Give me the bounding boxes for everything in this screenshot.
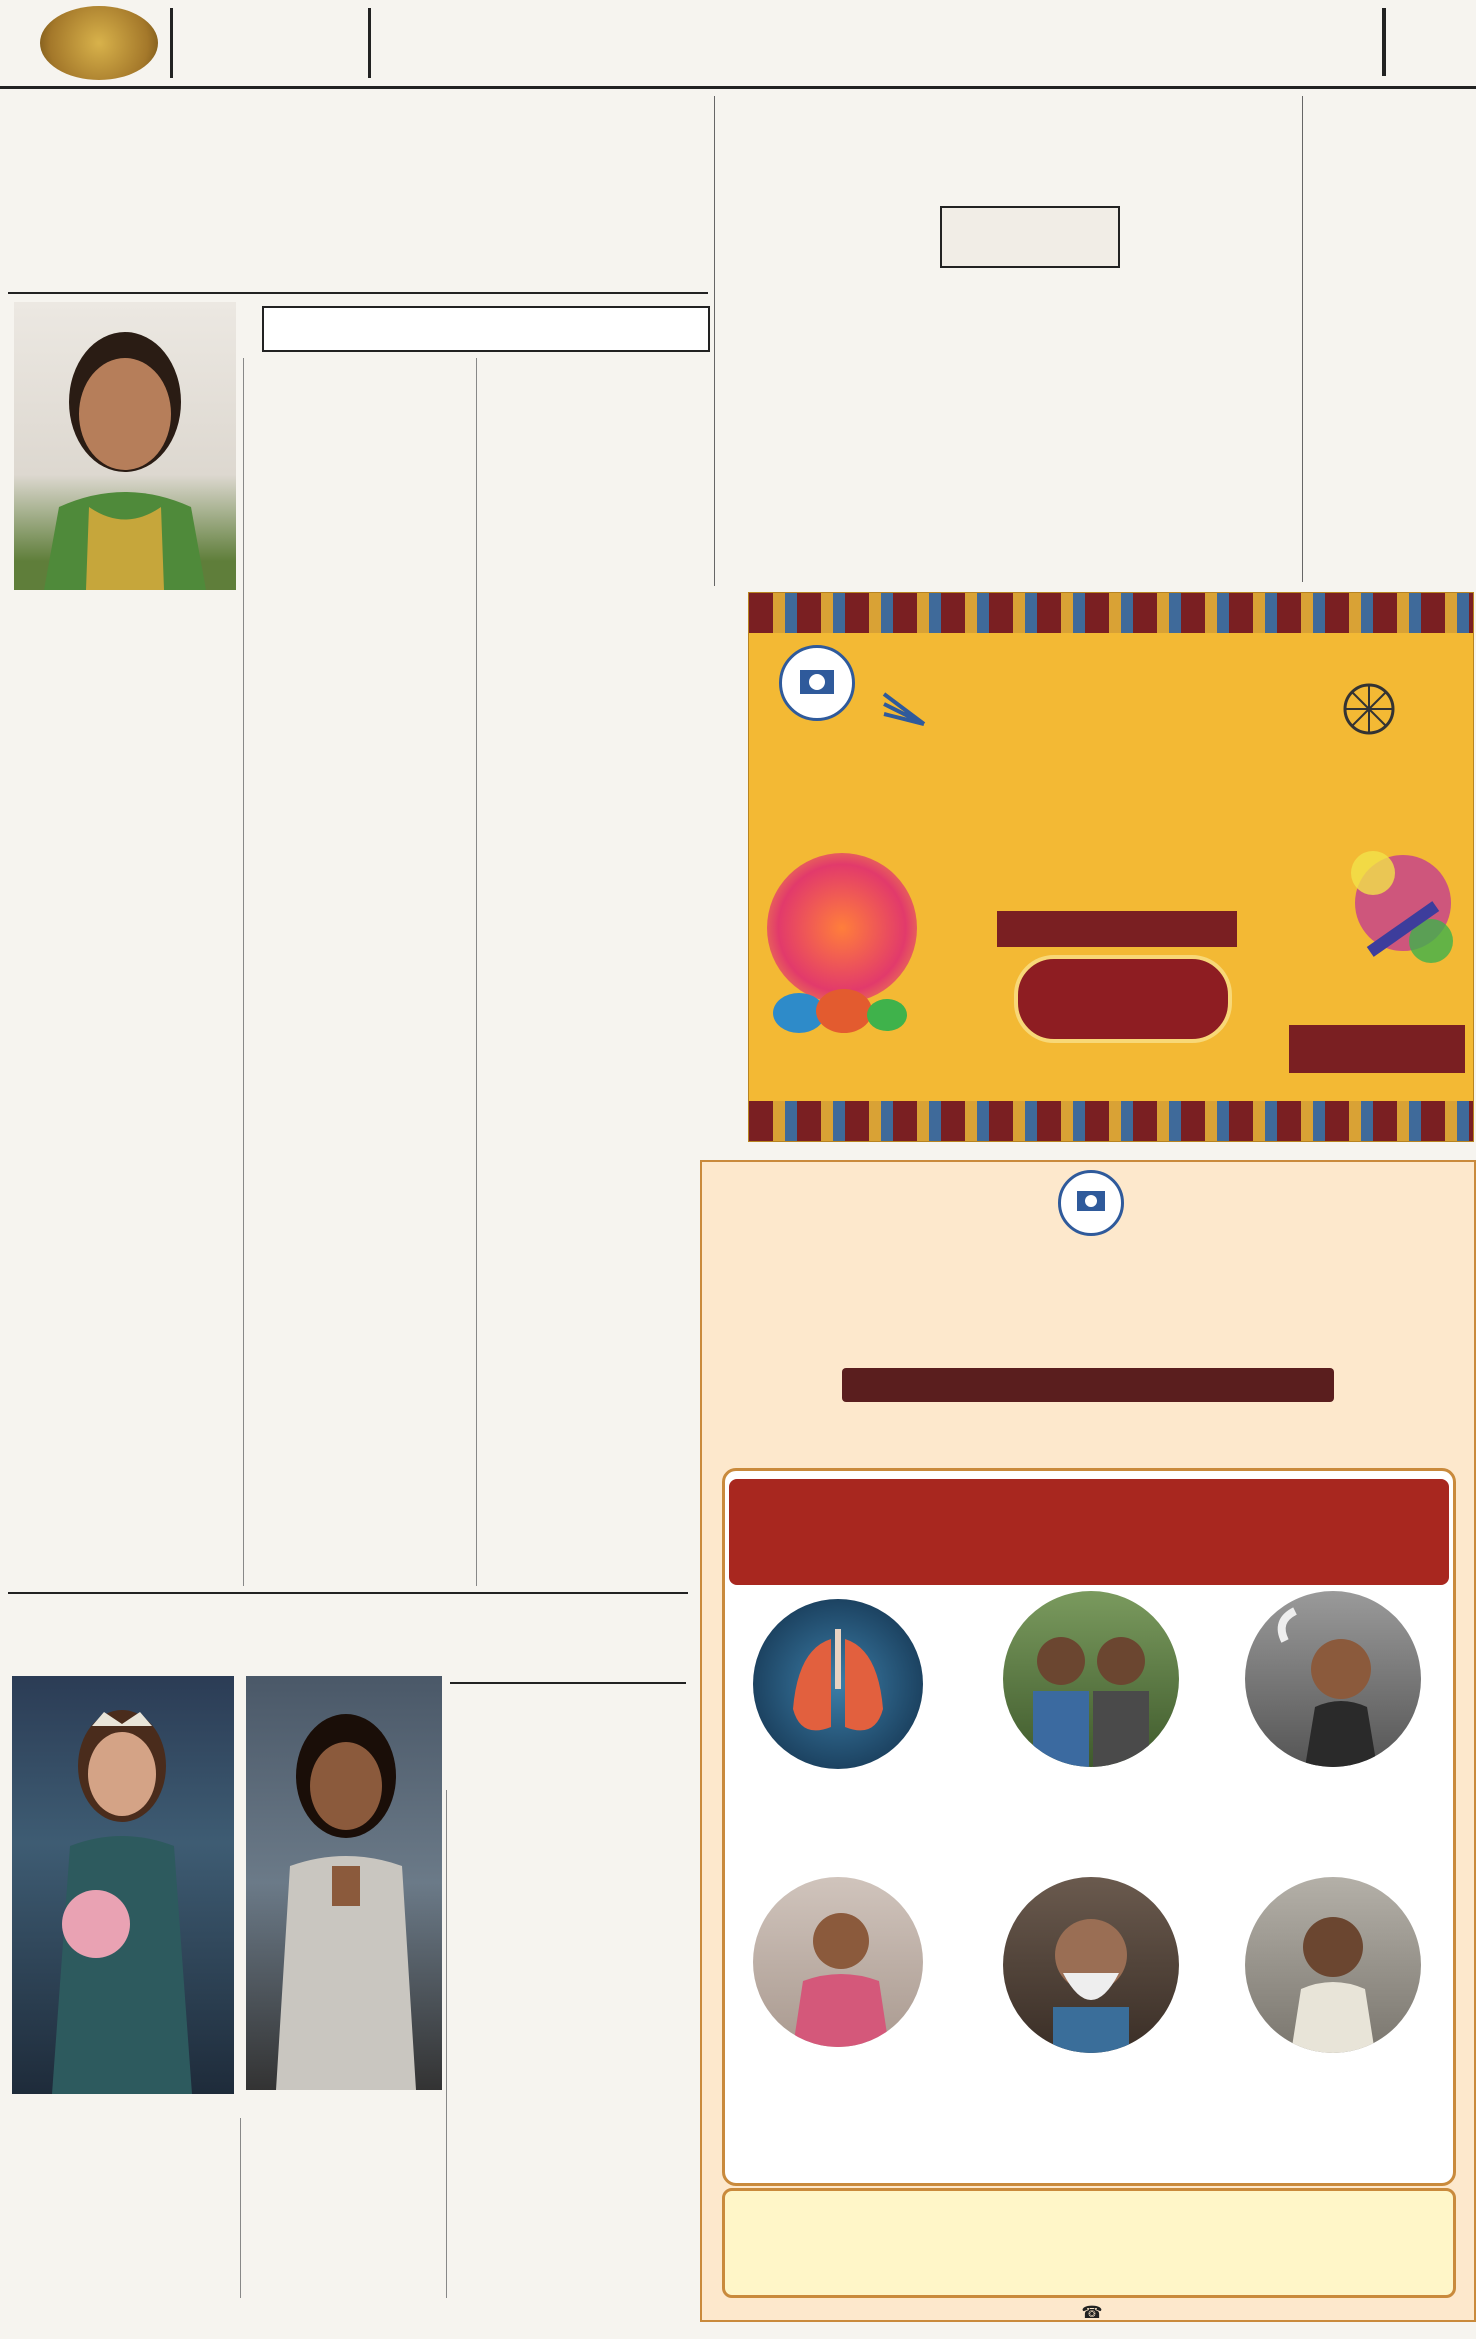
pageant-subhead <box>450 1676 686 1684</box>
pageant-right-text <box>452 1798 686 2298</box>
diabetes-photo <box>753 1877 923 2047</box>
lead-col1-intro <box>94 654 234 786</box>
phone-icon: ☎ <box>1081 2303 1103 2322</box>
adalat-right-divider <box>1302 96 1303 582</box>
crowned-winner-illustration <box>12 1676 234 2094</box>
pageant-photo-1 <box>12 1676 234 2094</box>
ad-border-bottom <box>749 1101 1473 1141</box>
col-divider-1 <box>243 358 244 1586</box>
pageant-photo-2 <box>246 1676 442 2090</box>
ad-border-top <box>749 593 1473 633</box>
masthead <box>0 0 1476 86</box>
boyanika-brand <box>889 649 1339 749</box>
spinning-wheel-icon <box>1339 679 1399 739</box>
tb-campaign-ad <box>700 1160 1476 2322</box>
col-divider-2 <box>476 358 477 1586</box>
lungs-photo <box>753 1599 923 1769</box>
pageant-left-text <box>12 2150 232 2300</box>
portrait-illustration <box>14 302 236 590</box>
masthead-divider-2 <box>368 8 371 78</box>
tb-emblem-icon <box>1058 1170 1124 1236</box>
offer-title <box>997 911 1237 947</box>
tb-intro <box>729 1479 1449 1585</box>
anniversary-logo <box>40 6 158 80</box>
pageant-divider-2 <box>446 1790 447 2298</box>
smoker-photo <box>1245 1591 1421 1767</box>
smiling-winner-illustration <box>246 1676 442 2090</box>
adalat-box <box>940 206 1120 268</box>
adalat-col2-text <box>940 266 1116 578</box>
adalat-col3-text <box>1124 190 1294 578</box>
malnourished-photo <box>1245 1877 1421 2053</box>
tb-groups-panel <box>722 1468 1456 2186</box>
minister-photo <box>14 302 236 590</box>
pageant-divider-1 <box>240 2118 241 2298</box>
contacts-photo <box>1003 1591 1179 1767</box>
page-divider <box>1382 8 1386 76</box>
adalat-col1-text <box>748 208 932 578</box>
lead-col2-text <box>252 362 468 1586</box>
pichkari-splash-icon <box>1333 833 1463 983</box>
shop-online-box[interactable] <box>1289 1025 1465 1073</box>
colour-pots-icon <box>769 973 909 1033</box>
lead-col3-text <box>484 362 706 1586</box>
masthead-divider <box>170 8 173 78</box>
boyanika-ad <box>748 592 1474 1142</box>
lead-col1-text <box>14 790 236 1586</box>
loom-icon <box>879 689 929 729</box>
tb-districts-box <box>722 2188 1456 2298</box>
odisha-emblem-icon <box>779 645 855 721</box>
pageant-rule <box>8 1592 688 1594</box>
offer-percent <box>1014 955 1232 1043</box>
lead-right-divider <box>714 96 715 586</box>
elderly-photo <box>1003 1877 1179 2053</box>
lead-rule <box>8 292 708 294</box>
lead-subhead <box>262 306 710 352</box>
tb-helpline <box>792 2298 1392 2322</box>
tb-date-range <box>842 1368 1334 1402</box>
pageant-bottom-text <box>246 2118 442 2300</box>
masthead-rule <box>0 86 1476 89</box>
teacher-text <box>1310 214 1470 580</box>
